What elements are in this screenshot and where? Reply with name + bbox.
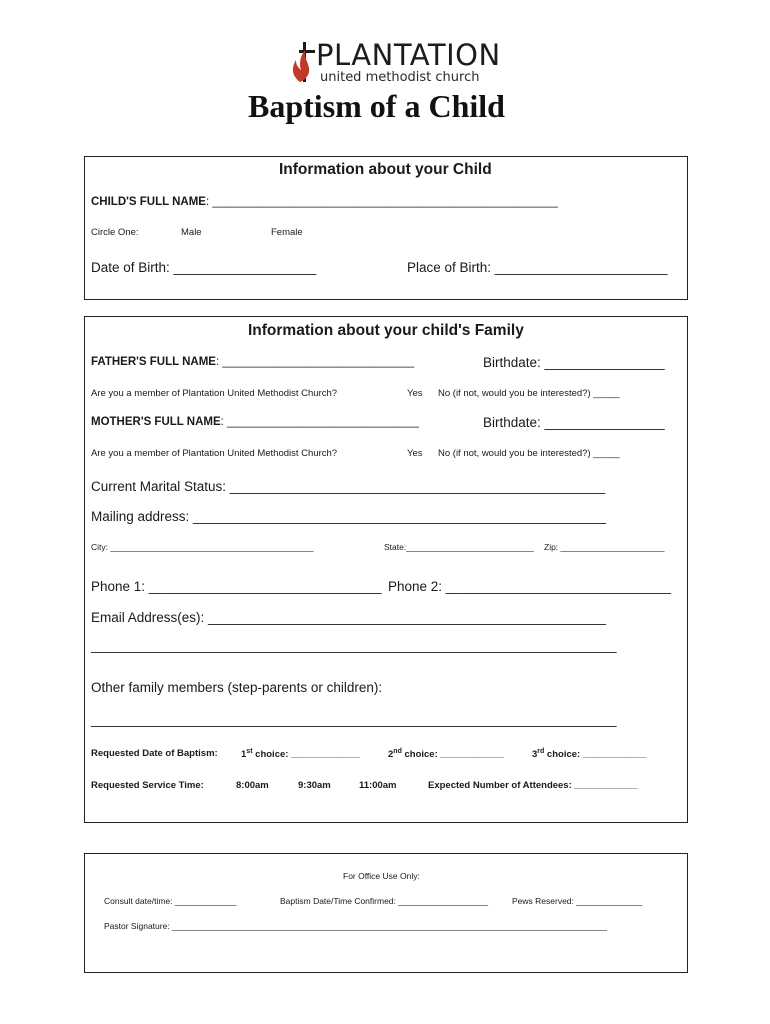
first-choice-number: 1: [241, 749, 247, 761]
consult-date-field[interactable]: Consult date/time: _____________: [104, 896, 237, 906]
pastor-signature-field[interactable]: Pastor Signature: ____________________________________________________________________________________________: [104, 921, 607, 931]
second-choice-line: choice: ____________: [401, 749, 504, 761]
service-time-11am[interactable]: 11:00am: [359, 780, 397, 791]
marital-status-field[interactable]: Current Marital Status: __________________________________________________: [91, 479, 606, 494]
phone-1-field[interactable]: Phone 1: _______________________________: [91, 579, 382, 594]
mother-member-no[interactable]: No (if not, would you be interested?) _____: [438, 448, 620, 459]
mother-member-question: Are you a member of Plantation United Methodist Church?: [91, 448, 338, 459]
service-time-label: Requested Service Time:: [91, 780, 204, 791]
mother-member-yes[interactable]: Yes: [407, 448, 423, 459]
logo-wordmark: PLANTATION: [316, 38, 501, 72]
service-time-8am[interactable]: 8:00am: [236, 780, 269, 791]
requested-date-label: Requested Date of Baptism:: [91, 748, 218, 759]
email-field-line-2[interactable]: ______________________________________________________________________: [91, 638, 617, 653]
child-name-field[interactable]: [91, 196, 558, 208]
state-field[interactable]: State:___________________________: [384, 542, 534, 552]
third-choice-field[interactable]: [532, 748, 646, 760]
place-of-birth-field[interactable]: Place of Birth: _______________________: [407, 260, 668, 275]
email-field[interactable]: Email Address(es): _____________________________________________________: [91, 610, 606, 625]
mother-birthdate-field[interactable]: Birthdate: ________________: [483, 415, 665, 430]
family-section-heading: Information about your child's Family: [248, 322, 524, 339]
requested-date-row: [91, 748, 218, 759]
mother-name-field[interactable]: [91, 416, 419, 428]
mailing-address-field[interactable]: Mailing address: _______________________________________________________: [91, 509, 606, 524]
office-use-heading: For Office Use Only:: [343, 871, 420, 881]
gender-male-option[interactable]: Male: [181, 227, 202, 238]
father-name-field[interactable]: [91, 356, 414, 368]
city-field[interactable]: City: ___________________________________________: [91, 542, 314, 552]
logo: [290, 38, 501, 88]
child-section-heading: Information about your Child: [279, 161, 492, 178]
pews-reserved-field[interactable]: Pews Reserved: ______________: [512, 896, 643, 906]
first-choice-line: choice: _____________: [252, 749, 360, 761]
attendees-field[interactable]: Expected Number of Attendees: ____________: [428, 780, 638, 791]
zip-field[interactable]: Zip: ______________________: [544, 542, 665, 552]
second-choice-number: 2: [388, 749, 394, 761]
circle-one-label: Circle One:: [91, 227, 139, 238]
first-choice-suffix: st: [246, 748, 253, 755]
father-name-line: : ______________________________: [215, 356, 415, 368]
child-name-label: CHILD'S FULL NAME: [91, 196, 206, 208]
service-time-930am[interactable]: 9:30am: [298, 780, 331, 791]
baptism-confirmed-field[interactable]: Baptism Date/Time Confirmed: ___________________: [280, 896, 489, 906]
date-of-birth-field[interactable]: Date of Birth: ___________________: [91, 260, 317, 275]
father-name-label: FATHER'S FULL NAME: [91, 356, 216, 368]
second-choice-suffix: nd: [393, 748, 402, 755]
phone-2-field[interactable]: Phone 2: ______________________________: [388, 579, 672, 594]
father-member-no[interactable]: No (if not, would you be interested?) _____: [438, 388, 620, 399]
first-choice-field[interactable]: [241, 748, 360, 760]
father-member-yes[interactable]: Yes: [407, 388, 423, 399]
second-choice-field[interactable]: [388, 748, 504, 760]
mother-name-line: : ______________________________: [220, 416, 419, 428]
third-choice-number: 3: [532, 749, 538, 761]
page-title: Baptism of a Child: [248, 88, 505, 124]
third-choice-line: choice: ____________: [544, 749, 647, 761]
gender-female-option[interactable]: Female: [271, 227, 303, 238]
child-name-line: : ______________________________________________________: [205, 196, 558, 208]
father-birthdate-field[interactable]: Birthdate: ________________: [483, 355, 665, 370]
third-choice-suffix: rd: [537, 748, 545, 755]
other-family-line[interactable]: ______________________________________________________________________: [91, 712, 617, 727]
other-family-label: Other family members (step-parents or children):: [91, 680, 383, 695]
mother-name-label: MOTHER'S FULL NAME: [91, 416, 221, 428]
logo-subtitle: united methodist church: [320, 70, 480, 85]
father-member-question: Are you a member of Plantation United Methodist Church?: [91, 388, 338, 399]
cross-and-flame-icon: [290, 40, 316, 84]
